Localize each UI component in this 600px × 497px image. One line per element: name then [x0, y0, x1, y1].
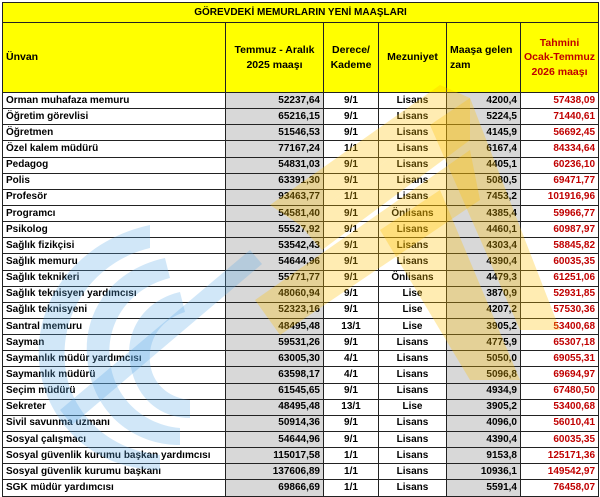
cell-education: Önlisans	[379, 270, 447, 286]
cell-education: Lisans	[379, 480, 447, 496]
cell-education: Lisans	[379, 173, 447, 189]
cell-current-salary: 69866,69	[226, 480, 324, 496]
cell-title: Saymanlık müdürü	[3, 367, 226, 383]
table-row	[3, 318, 599, 334]
cell-title: Orman muhafaza memuru	[3, 93, 226, 109]
cell-new-salary: 61251,06	[521, 270, 599, 286]
cell-current-salary: 54831,03	[226, 157, 324, 173]
table-row	[3, 157, 599, 173]
cell-new-salary: 101916,96	[521, 189, 599, 205]
cell-title: Sağlık teknisyeni	[3, 302, 226, 318]
cell-new-salary: 53400,68	[521, 399, 599, 415]
cell-new-salary: 56692,45	[521, 125, 599, 141]
cell-new-salary: 67480,50	[521, 383, 599, 399]
cell-rank: 9/1	[324, 302, 379, 318]
cell-rank: 4/1	[324, 367, 379, 383]
cell-education: Lisans	[379, 415, 447, 431]
cell-new-salary: 58845,82	[521, 238, 599, 254]
cell-raise: 4385,4	[447, 205, 521, 221]
cell-rank: 4/1	[324, 351, 379, 367]
cell-current-salary: 48495,48	[226, 399, 324, 415]
cell-raise: 4207,2	[447, 302, 521, 318]
cell-current-salary: 52237,64	[226, 93, 324, 109]
table-row	[3, 464, 599, 480]
cell-current-salary: 50914,36	[226, 415, 324, 431]
cell-current-salary: 77167,24	[226, 141, 324, 157]
cell-rank: 1/1	[324, 448, 379, 464]
cell-raise: 3870,9	[447, 286, 521, 302]
cell-new-salary: 71440,61	[521, 109, 599, 125]
cell-education: Lisans	[379, 367, 447, 383]
cell-rank: 1/1	[324, 141, 379, 157]
cell-current-salary: 63598,17	[226, 367, 324, 383]
cell-raise: 9153,8	[447, 448, 521, 464]
cell-rank: 9/1	[324, 173, 379, 189]
table-row	[3, 286, 599, 302]
cell-raise: 4303,4	[447, 238, 521, 254]
cell-title: Saymanlık müdür yardımcısı	[3, 351, 226, 367]
cell-title: Sayman	[3, 335, 226, 351]
cell-raise: 4145,9	[447, 125, 521, 141]
cell-education: Lisans	[379, 464, 447, 480]
cell-rank: 9/1	[324, 109, 379, 125]
cell-education: Lisans	[379, 254, 447, 270]
table-row	[3, 270, 599, 286]
table-row	[3, 254, 599, 270]
cell-current-salary: 61545,65	[226, 383, 324, 399]
table-row	[3, 109, 599, 125]
cell-rank: 9/1	[324, 270, 379, 286]
cell-education: Lisans	[379, 189, 447, 205]
table-row	[3, 125, 599, 141]
table-row	[3, 173, 599, 189]
cell-new-salary: 69471,77	[521, 173, 599, 189]
cell-new-salary: 60035,35	[521, 431, 599, 447]
cell-new-salary: 60236,10	[521, 157, 599, 173]
table-row	[3, 480, 599, 496]
cell-title: Profesör	[3, 189, 226, 205]
cell-raise: 4390,4	[447, 431, 521, 447]
cell-new-salary: 60987,97	[521, 222, 599, 238]
cell-current-salary: 54644,96	[226, 254, 324, 270]
cell-title: Programcı	[3, 205, 226, 221]
cell-new-salary: 57438,09	[521, 93, 599, 109]
cell-current-salary: 55771,77	[226, 270, 324, 286]
cell-education: Lise	[379, 318, 447, 334]
cell-raise: 4096,0	[447, 415, 521, 431]
cell-current-salary: 54644,96	[226, 431, 324, 447]
cell-raise: 7453,2	[447, 189, 521, 205]
cell-current-salary: 51546,53	[226, 125, 324, 141]
cell-rank: 9/1	[324, 431, 379, 447]
cell-current-salary: 55527,92	[226, 222, 324, 238]
cell-education: Lisans	[379, 125, 447, 141]
cell-education: Lisans	[379, 238, 447, 254]
header-row	[3, 23, 599, 93]
table-row	[3, 93, 599, 109]
table-row	[3, 141, 599, 157]
cell-new-salary: 76458,07	[521, 480, 599, 496]
header-raise: Maaşa gelen zam	[447, 23, 521, 93]
cell-education: Lisans	[379, 222, 447, 238]
cell-new-salary: 69055,31	[521, 351, 599, 367]
cell-new-salary: 60035,35	[521, 254, 599, 270]
cell-new-salary: 59966,77	[521, 205, 599, 221]
cell-current-salary: 48060,94	[226, 286, 324, 302]
cell-new-salary: 84334,64	[521, 141, 599, 157]
table-row	[3, 383, 599, 399]
cell-title: Sosyal güvenlik kurumu başkan yardımcısı	[3, 448, 226, 464]
header-current-salary: Temmuz - Aralık 2025 maaşı	[226, 23, 324, 93]
table-row	[3, 302, 599, 318]
cell-education: Lisans	[379, 351, 447, 367]
table-row	[3, 189, 599, 205]
cell-new-salary: 53400,68	[521, 318, 599, 334]
cell-education: Lisans	[379, 141, 447, 157]
cell-raise: 4775,9	[447, 335, 521, 351]
cell-raise: 4200,4	[447, 93, 521, 109]
cell-education: Lisans	[379, 109, 447, 125]
cell-title: Öğretmen	[3, 125, 226, 141]
table-title: GÖREVDEKİ MEMURLARIN YENİ MAAŞLARI	[3, 3, 599, 23]
table-row	[3, 399, 599, 415]
cell-title: SGK müdür yardımcısı	[3, 480, 226, 496]
cell-raise: 4479,3	[447, 270, 521, 286]
cell-education: Lisans	[379, 431, 447, 447]
cell-raise: 3905,2	[447, 318, 521, 334]
cell-new-salary: 52931,85	[521, 286, 599, 302]
cell-title: Sağlık teknisyen yardımcısı	[3, 286, 226, 302]
cell-new-salary: 149542,97	[521, 464, 599, 480]
cell-rank: 9/1	[324, 415, 379, 431]
header-new-salary: Tahmini Ocak-Temmuz 2026 maaşı	[521, 23, 599, 93]
cell-current-salary: 137606,89	[226, 464, 324, 480]
cell-current-salary: 59531,26	[226, 335, 324, 351]
cell-new-salary: 57530,36	[521, 302, 599, 318]
cell-title: Özel kalem müdürü	[3, 141, 226, 157]
cell-title: Santral memuru	[3, 318, 226, 334]
cell-title: Sağlık memuru	[3, 254, 226, 270]
cell-education: Lisans	[379, 157, 447, 173]
cell-title: Psikolog	[3, 222, 226, 238]
cell-current-salary: 65216,15	[226, 109, 324, 125]
cell-raise: 4405,1	[447, 157, 521, 173]
salary-table	[2, 2, 599, 497]
cell-rank: 13/1	[324, 318, 379, 334]
cell-education: Lise	[379, 399, 447, 415]
cell-rank: 1/1	[324, 189, 379, 205]
table-row	[3, 431, 599, 447]
table-row	[3, 367, 599, 383]
cell-rank: 9/1	[324, 286, 379, 302]
table-row	[3, 448, 599, 464]
cell-education: Lise	[379, 302, 447, 318]
cell-new-salary: 56010,41	[521, 415, 599, 431]
cell-current-salary: 63005,30	[226, 351, 324, 367]
cell-raise: 5224,5	[447, 109, 521, 125]
table-row	[3, 351, 599, 367]
cell-raise: 5080,5	[447, 173, 521, 189]
cell-education: Önlisans	[379, 205, 447, 221]
cell-title: Polis	[3, 173, 226, 189]
cell-current-salary: 115017,58	[226, 448, 324, 464]
cell-new-salary: 69694,97	[521, 367, 599, 383]
cell-rank: 9/1	[324, 335, 379, 351]
cell-rank: 9/1	[324, 222, 379, 238]
cell-current-salary: 53542,43	[226, 238, 324, 254]
cell-rank: 9/1	[324, 254, 379, 270]
cell-education: Lisans	[379, 383, 447, 399]
cell-rank: 9/1	[324, 125, 379, 141]
cell-title: Sekreter	[3, 399, 226, 415]
cell-education: Lise	[379, 286, 447, 302]
table-row	[3, 222, 599, 238]
cell-rank: 9/1	[324, 205, 379, 221]
cell-raise: 5096,8	[447, 367, 521, 383]
cell-education: Lisans	[379, 335, 447, 351]
header-rank: Derece/ Kademe	[324, 23, 379, 93]
cell-raise: 5050,0	[447, 351, 521, 367]
cell-education: Lisans	[379, 93, 447, 109]
cell-rank: 13/1	[324, 399, 379, 415]
cell-current-salary: 48495,48	[226, 318, 324, 334]
header-education: Mezuniyet	[379, 23, 447, 93]
cell-new-salary: 65307,18	[521, 335, 599, 351]
table-row	[3, 205, 599, 221]
cell-current-salary: 93463,77	[226, 189, 324, 205]
cell-education: Lisans	[379, 448, 447, 464]
cell-rank: 9/1	[324, 238, 379, 254]
cell-raise: 4460,1	[447, 222, 521, 238]
cell-raise: 4934,9	[447, 383, 521, 399]
cell-rank: 1/1	[324, 464, 379, 480]
cell-raise: 5591,4	[447, 480, 521, 496]
cell-current-salary: 54581,40	[226, 205, 324, 221]
cell-raise: 3905,2	[447, 399, 521, 415]
cell-title: Sivil savunma uzmanı	[3, 415, 226, 431]
cell-title: Seçim müdürü	[3, 383, 226, 399]
table-row	[3, 238, 599, 254]
cell-title: Sağlık teknikeri	[3, 270, 226, 286]
cell-title: Öğretim görevlisi	[3, 109, 226, 125]
cell-rank: 9/1	[324, 93, 379, 109]
table-row	[3, 415, 599, 431]
cell-title: Sosyal güvenlik kurumu başkanı	[3, 464, 226, 480]
cell-raise: 10936,1	[447, 464, 521, 480]
cell-title: Pedagog	[3, 157, 226, 173]
table-row	[3, 335, 599, 351]
cell-current-salary: 52323,16	[226, 302, 324, 318]
cell-rank: 9/1	[324, 383, 379, 399]
cell-new-salary: 125171,36	[521, 448, 599, 464]
header-title: Ünvan	[3, 23, 226, 93]
cell-raise: 6167,4	[447, 141, 521, 157]
cell-title: Sosyal çalışmacı	[3, 431, 226, 447]
cell-rank: 9/1	[324, 157, 379, 173]
cell-rank: 1/1	[324, 480, 379, 496]
cell-title: Sağlık fizikçisi	[3, 238, 226, 254]
cell-current-salary: 63391,30	[226, 173, 324, 189]
cell-raise: 4390,4	[447, 254, 521, 270]
